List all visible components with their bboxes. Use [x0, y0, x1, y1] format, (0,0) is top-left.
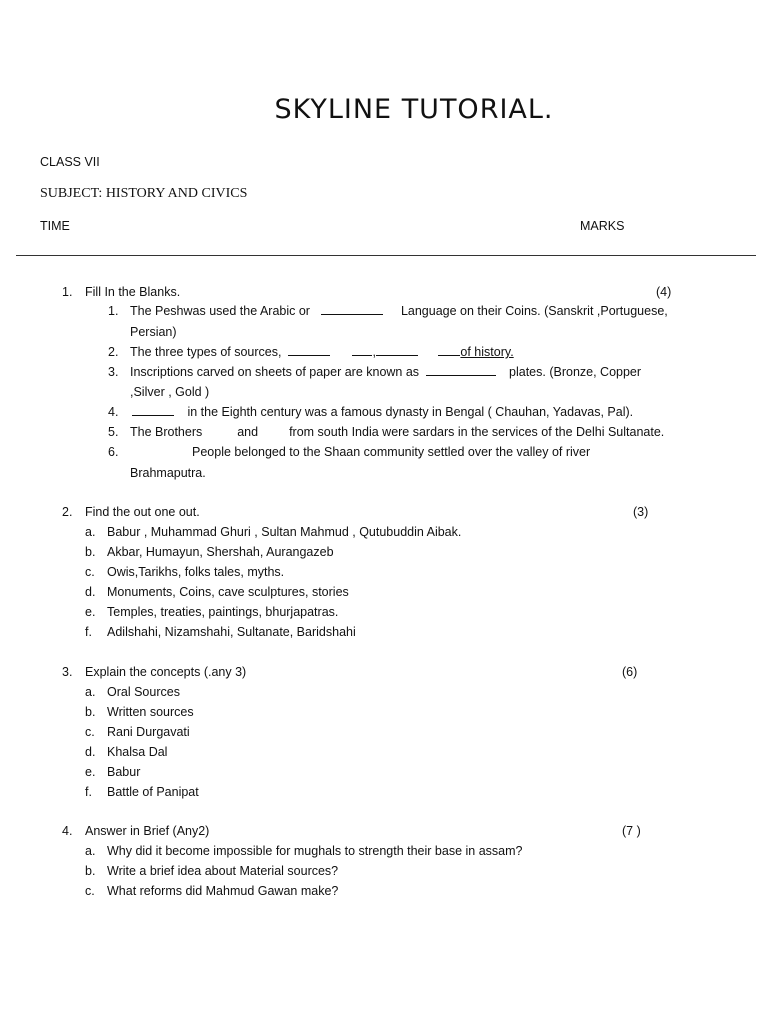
fill-blank — [426, 365, 496, 376]
question-marks: (4) — [656, 285, 672, 299]
list-item-number: 3. — [108, 365, 119, 379]
question-marks: (6) — [622, 665, 638, 679]
class-label: CLASS VII — [40, 155, 100, 169]
question-heading: Find the out one out. — [85, 505, 200, 519]
list-item-number: b. — [85, 864, 96, 878]
list-item-number: a. — [85, 685, 96, 699]
list-item-number: c. — [85, 725, 95, 739]
question-heading: Explain the concepts (.any 3) — [85, 665, 247, 679]
fill-blank — [438, 345, 460, 356]
list-item-number: c. — [85, 884, 95, 898]
fill-blank — [321, 304, 383, 315]
item-text: Language on their Coins. (Sanskrit ,Portuguese, — [400, 304, 668, 318]
item-text: of history. — [460, 345, 514, 359]
subject-label: SUBJECT: HISTORY AND CIVICS — [40, 186, 248, 201]
item-text: The Peshwas used the Arabic or — [130, 304, 310, 318]
list-item — [130, 304, 668, 318]
list-item-number: 5. — [108, 425, 119, 439]
item-text: The three types of sources, — [130, 345, 282, 359]
list-item-number: f. — [85, 785, 92, 799]
list-item-number: b. — [85, 705, 96, 719]
question-number: 3. — [62, 665, 73, 679]
list-item: Oral Sources — [107, 685, 180, 699]
fill-blank — [376, 345, 418, 356]
list-item: Babur — [107, 765, 141, 779]
item-text: plates. (Bronze, Copper — [509, 365, 642, 379]
item-text: in the Eighth century was a famous dynasty in Bengal ( Chauhan, Yadavas, Pal). — [187, 405, 634, 419]
list-item: Monuments, Coins, cave sculptures, stories — [107, 585, 349, 599]
question-heading: Answer in Brief (Any2) — [85, 824, 210, 838]
list-item: Owis,Tarikhs, folks tales, myths. — [107, 565, 285, 579]
list-item: Khalsa Dal — [107, 745, 168, 759]
list-item-number: f. — [85, 625, 92, 639]
list-item-number: a. — [85, 844, 96, 858]
question-number: 1. — [62, 285, 73, 299]
item-text: and — [237, 425, 259, 439]
question-number: 4. — [62, 824, 73, 838]
page-title: SKYLINE TUTORIAL. — [274, 94, 554, 125]
question-heading: Fill In the Blanks. — [85, 285, 181, 299]
question-marks: (7 ) — [622, 824, 641, 838]
fill-blank — [288, 345, 330, 356]
list-item-number: e. — [85, 765, 96, 779]
item-text: Persian) — [130, 325, 177, 339]
list-item — [130, 365, 641, 379]
fill-blank — [352, 345, 372, 356]
list-item: Write a brief idea about Material sources? — [107, 864, 339, 878]
question-marks: (3) — [633, 505, 649, 519]
list-item: Battle of Panipat — [107, 785, 199, 799]
list-item — [130, 405, 633, 419]
list-item-number: 1. — [108, 304, 119, 318]
list-item: Adilshahi, Nizamshahi, Sultanate, Baridshahi — [107, 625, 356, 639]
list-item: Written sources — [107, 705, 194, 719]
list-item: Babur , Muhammad Ghuri , Sultan Mahmud , Qutubuddin Aibak. — [107, 525, 462, 539]
time-label: TIME — [40, 219, 70, 233]
list-item-number: d. — [85, 585, 96, 599]
list-item: Why did it become impossible for mughals to strength their base in assam? — [107, 844, 523, 858]
list-item: Temples, treaties, paintings, bhurjapatras. — [107, 605, 339, 619]
item-text: from south India were sardars in the services of the Delhi Sultanate. — [289, 425, 665, 439]
item-text: The Brothers — [130, 425, 203, 439]
fill-blank — [132, 405, 174, 416]
list-item — [130, 345, 514, 359]
list-item-number: d. — [85, 745, 96, 759]
item-text: Brahmaputra. — [130, 466, 206, 480]
item-text: Inscriptions carved on sheets of paper are known as — [130, 365, 420, 379]
list-item-number: a. — [85, 525, 96, 539]
list-item-number: 6. — [108, 445, 119, 459]
list-item-number: c. — [85, 565, 95, 579]
list-item-number: b. — [85, 545, 96, 559]
list-item: What reforms did Mahmud Gawan make? — [107, 884, 339, 898]
header-divider — [16, 255, 756, 256]
list-item: Akbar, Humayun, Shershah, Aurangazeb — [107, 545, 334, 559]
marks-label: MARKS — [580, 219, 625, 233]
list-item-number: 2. — [108, 345, 119, 359]
item-text: People belonged to the Shaan community settled over the valley of river — [192, 445, 591, 459]
item-text: ,Silver , Gold ) — [130, 385, 210, 399]
list-item-number: 4. — [108, 405, 119, 419]
list-item — [130, 425, 664, 439]
list-item-number: e. — [85, 605, 96, 619]
list-item: Rani Durgavati — [107, 725, 190, 739]
question-number: 2. — [62, 505, 73, 519]
item-text: , — [372, 345, 376, 359]
